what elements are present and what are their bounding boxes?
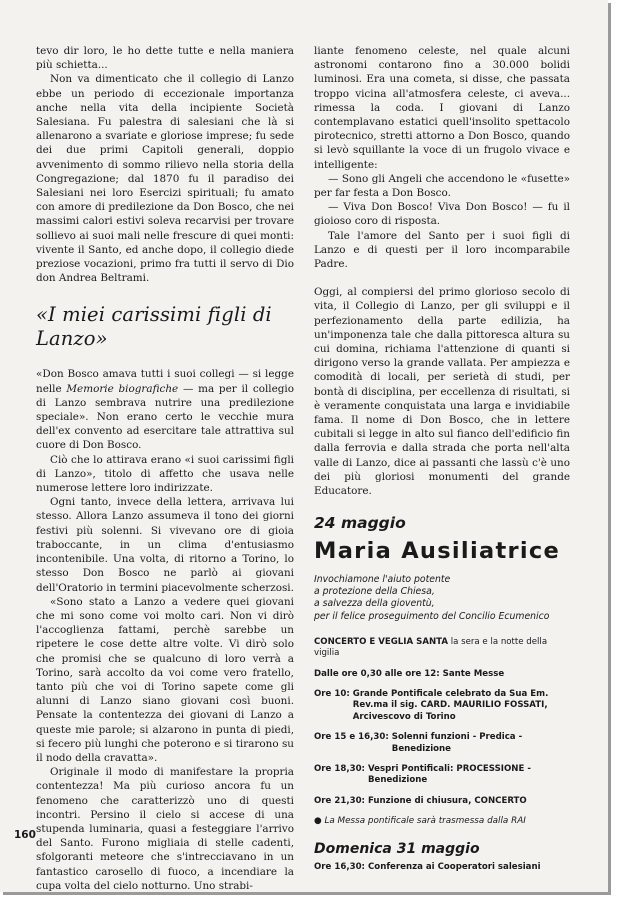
concert-line: [314, 637, 570, 660]
intro-line: a protezione della Chiesa,: [314, 586, 435, 598]
quote-text-after: — ma per il collegio di Lanzo sembrava nutrire una predilezione speciale». Non erano certo le vecchie mura dell'ex convento ad esercitare tale attrattiva sul cuore di Don Bosco.: [36, 382, 294, 452]
left-column: [36, 44, 294, 892]
feast-date: 24 maggio: [314, 514, 406, 532]
event-line: [314, 764, 570, 787]
event-line: [314, 732, 570, 755]
feast-announcement: [314, 514, 570, 883]
quote-text-before: «Don Bosco amava tutti i suoi collegi — si legge nelle: [36, 368, 294, 395]
feast-title: Maria Ausiliatrice: [314, 538, 561, 564]
intro-line: per il felice proseguimento del Concilio Ecumenico: [314, 610, 550, 622]
left-paragraph-5: Ogni tanto, invece della lettera, arrivava lui stesso. Allora Lanzo assumeva il tono dei giorni festivi più solenni. Si vivevano ore di gioia traboccante, in un clima d'entusiasmo incontenibile. Una volta, di ritorno a Torino, lo stesso Don Bosco ne parlò ai giovani dell'Oratorio in termini piacevolmente scherzosi.: [36, 496, 294, 594]
page-number: 160: [14, 829, 36, 841]
right-column: [314, 44, 570, 498]
broadcast-note: ● La Messa pontificale sarà trasmessa dalla RAI: [314, 816, 526, 827]
left-paragraph-4: Ciò che lo attirava erano «i suoi carissimi figli di Lanzo», titolo di affetto che usava nelle numerose lettere loro indirizzate.: [36, 453, 294, 495]
left-paragraph-2: Non va dimenticato che il collegio di Lanzo ebbe un periodo di eccezionale importanza anche nella vita della incipiente Società Salesiana. Fu palestra di salesiani che là si allenarono a svariate e gloriose imprese; fu sede dei due primi Capitoli generali, doppio avvenimento di sommo rilievo nella storia della Congregazione; dal 1870 fu il paradiso dei Salesiani nei loro Esercizi spirituali; fu amato con amore di predilezione da Don Bosco, che nei massimi calori estivi soleva recarvisi per trovare sollievo ai suoi mali nelle frescure di quei monti: vivente il Santo, ed anche dopo, il collegio diede preziose vocazioni, primo fra tutti il servo di Dio don Andrea Beltrami.: [36, 73, 294, 285]
event-line: [314, 796, 570, 807]
sunday-event-time: Ore 16,30:: [314, 862, 365, 873]
sunday-event-text: Conferenza ai Cooperatori salesiani: [367, 862, 541, 873]
left-paragraph-1: tevo dir loro, le ho dette tutte e nella maniera più schietta...: [36, 45, 294, 72]
event-time: Ore 10:: [314, 689, 350, 700]
feast-intro: [314, 574, 570, 623]
left-paragraph-6: «Sono stato a Lanzo a vedere quei giovani che mi sono come voi molto cari. Non vi dirò l'accoglienza fattami, perchè sarebbe un ripetere le cose dette altre volte. Vi dirò solo che promisi che se qualcuno di loro verrà a Torino, sarà accolto da voi come vero fratello, tanto più che voi di Torino sapete come gli alunni di Lanzo siano giovani così buoni. Pensate la contentezza dei giovani di Lanzo a queste mie parole; si alzarono in punta di piedi, si fecero più lunghi che poterono e si tirarono su il nodo della cravatta».: [36, 595, 294, 764]
right-paragraph-5: Oggi, al compiersi del primo glorioso secolo di vita, il Collegio di Lanzo, per gli sviluppi e il perfezionamento della parte edilizia, ha un'imponenza tale che dalla pittoresca altura su cui domina, richiama l'attenzione di quanti si dirigono verso la grande vallata. Per ampiezza e comodità di locali, per serietà di studi, per bontà di disciplina, per eccellenza di risultati, si è veramente conquistata una larga e invidiabile fama. Il nome di Don Bosco, che in lettere cubitali si legge in alto sul fianco dell'edificio fin dalla ferrovia e dalla strada che porta nell'alta valle di Lanzo, dice ai passanti che lassù c'è uno dei più gloriosi monumenti del grande Educatore.: [314, 286, 570, 498]
event-text: Solenni funzioni - Predica - Benedizione: [391, 732, 523, 754]
event-time: Ore 21,30:: [314, 795, 365, 806]
concert-title: CONCERTO E VEGLIA SANTA: [314, 636, 449, 647]
event-text: Sante Messe: [442, 668, 505, 679]
event-line: [314, 669, 570, 680]
right-paragraph-1: liante fenomeno celeste, nel quale alcuni astronomi contarono fino a 30.000 bolidi luminosi. Era una cometa, si disse, che passata troppo vicina all'atmosfera celeste, ci aveva... rimessa la coda. I giovani di Lanzo contemplavano estatici quell'insolito spettacolo pirotecnico, stretti attorno a Don Bosco, quando si levò squillante la voce di un frugolo vivace e intelligente:: [314, 45, 570, 171]
intro-line: a salvezza della gioventù,: [314, 598, 435, 610]
sunday-event: [314, 862, 570, 873]
event-text: Funzione di chiusura, CONCERTO: [367, 795, 527, 806]
right-paragraph-4: Tale l'amore del Santo per i suoi figli di Lanzo e di questi per il loro incomparabile Padre.: [314, 229, 570, 271]
right-paragraph-3: — Viva Don Bosco! Viva Don Bosco! — fu il gioioso coro di risposta.: [314, 201, 570, 228]
left-paragraph-quote: [36, 367, 294, 452]
event-time: Dalle ore 0,30 alle ore 12:: [314, 668, 440, 679]
event-time: Ore 15 e 16,30:: [314, 732, 389, 743]
event-line: [314, 689, 570, 723]
section-heading: «I miei carissimi figli di Lanzo»: [36, 303, 272, 351]
paragraph-gap: [314, 271, 570, 285]
event-text: Grande Pontificale celebrato da Sua Em. Rev.ma il sig. CARD. MAURILIO FOSSATI, Arcivescovo di Torino: [352, 689, 549, 722]
concert-detail: la sera e la notte della vigilia: [314, 636, 548, 659]
sunday-date: Domenica 31 maggio: [314, 841, 480, 858]
event-text: Vespri Pontificali: PROCESSIONE - Benedizione: [367, 764, 531, 786]
left-paragraph-7: Originale il modo di manifestare la propria contentezza! Ma più curioso ancora fu un fenomeno che caratterizzò uno di questi incontri. Persino il cielo si accese di una stupenda luminaria, quasi a festeggiare l'arrivo del Santo. Furono migliaia di stelle cadenti, sfolgoranti meteore che s'intrecciavano in un fantastico carosello di fuoco, a incendiare la cupa volta del cielo notturno. Uno strabi-: [36, 766, 294, 892]
intro-line: Invochiamone l'aiuto potente: [314, 574, 451, 585]
event-time: Ore 18,30:: [314, 764, 365, 775]
quote-book-title: Memorie biografiche: [66, 382, 179, 395]
right-paragraph-2: — Sono gli Angeli che accendono le «fusette» per far festa a Don Bosco.: [314, 172, 570, 200]
